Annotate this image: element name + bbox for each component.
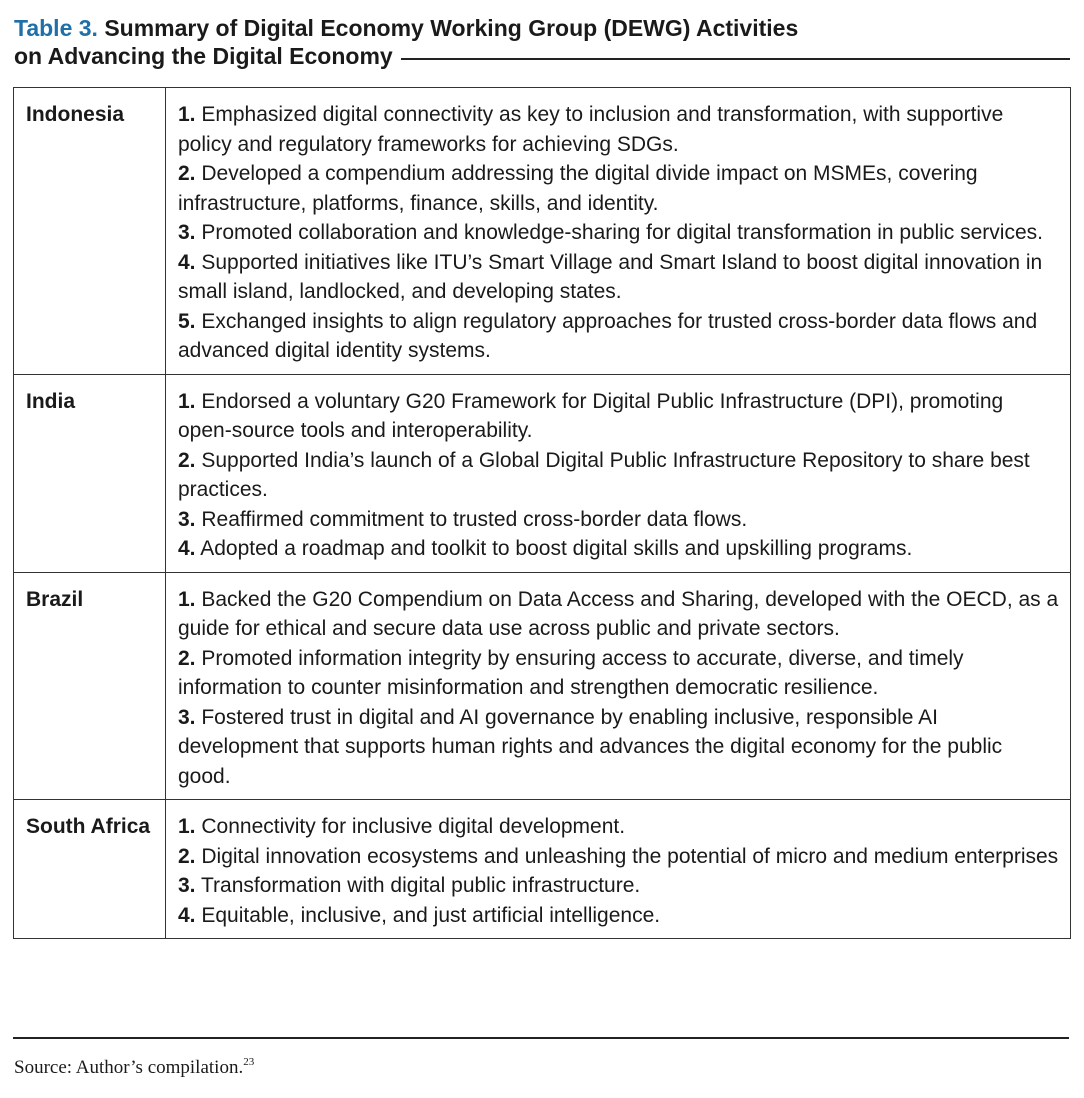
- activity-item: [178, 446, 1060, 505]
- activity-text: Promoted collaboration and knowledge-sharing for digital transformation in public services.: [201, 221, 1043, 244]
- activity-text: Supported India’s launch of a Global Digital Public Infrastructure Repository to share best practices.: [178, 448, 1030, 501]
- activity-text: Fostered trust in digital and AI governance by enabling inclusive, responsible AI development that supports human rights and advances the digital economy for the public good.: [178, 705, 1003, 788]
- title-text-line-1: Summary of Digital Economy Working Group (DEWG) Activities: [104, 15, 799, 41]
- activity-number: 3.: [178, 705, 196, 729]
- activity-text: Backed the G20 Compendium on Data Access and Sharing, developed with the OECD, as a guide for ethical and secure data use across public and private sectors.: [178, 587, 1059, 640]
- summary-table: [13, 87, 1071, 939]
- activity-number: 1.: [178, 815, 196, 838]
- table-number-label: Table 3.: [14, 15, 98, 41]
- activity-number: 3.: [178, 874, 196, 897]
- activities-cell: [166, 800, 1071, 939]
- title-rule: [401, 58, 1070, 60]
- title-line-2: [14, 42, 1070, 70]
- activity-text: Emphasized digital connectivity as key to inclusion and transformation, with supportive policy and regulatory frameworks for achieving SDGs.: [178, 103, 1004, 156]
- activity-item: [178, 585, 1060, 644]
- bottom-rule: [13, 1037, 1069, 1039]
- activity-number: 4.: [178, 250, 196, 274]
- activity-text: Connectivity for inclusive digital development.: [201, 815, 626, 838]
- activity-text: Exchanged insights to align regulatory approaches for trusted cross-border data flows and advanced digital identity systems.: [178, 309, 1038, 362]
- activity-text: Developed a compendium addressing the digital divide impact on MSMEs, covering infrastructure, platforms, finance, skills, and identity.: [178, 162, 978, 215]
- summary-table-body: [14, 88, 1071, 939]
- activity-text: Equitable, inclusive, and just artificial intelligence.: [201, 903, 661, 927]
- activity-text: Promoted information integrity by ensuring access to accurate, diverse, and timely information to counter misinformation and strengthen democratic resilience.: [178, 646, 964, 699]
- table-row: [14, 572, 1071, 800]
- activity-item: [178, 703, 1060, 792]
- activity-item: [178, 871, 1060, 901]
- activities-cell: [166, 572, 1071, 800]
- activity-text: Endorsed a voluntary G20 Framework for Digital Public Infrastructure (DPI), promoting open-source tools and interoperability.: [178, 389, 1004, 442]
- activity-text: Digital innovation ecosystems and unleashing the potential of micro and medium enterprises: [201, 844, 1059, 868]
- activity-item: [178, 644, 1060, 703]
- activity-item: [178, 505, 1060, 535]
- activity-item: [178, 387, 1060, 446]
- activity-text: Reaffirmed commitment to trusted cross-border data flows.: [201, 507, 748, 531]
- activities-cell: [166, 88, 1071, 375]
- activity-number: 2.: [178, 448, 196, 472]
- activity-item: [178, 901, 1060, 931]
- activity-item: [178, 812, 1060, 842]
- activity-text: Transformation with digital public infrastructure.: [200, 874, 641, 897]
- activity-number: 3.: [178, 221, 196, 244]
- country-cell: South Africa: [14, 800, 166, 939]
- activity-item: [178, 842, 1060, 872]
- source-note: [14, 1056, 254, 1079]
- activity-number: 3.: [178, 507, 196, 531]
- table-row: [14, 800, 1071, 939]
- activity-number: 2.: [178, 162, 196, 185]
- table-row: [14, 374, 1071, 572]
- activity-number: 2.: [178, 844, 196, 868]
- activity-number: 2.: [178, 646, 196, 670]
- activity-number: 5.: [178, 309, 196, 333]
- country-cell: Brazil: [14, 572, 166, 800]
- activity-item: [178, 248, 1060, 307]
- table-row: [14, 88, 1071, 375]
- activities-cell: [166, 374, 1071, 572]
- activity-item: [178, 307, 1060, 366]
- country-cell: Indonesia: [14, 88, 166, 375]
- table-title: [14, 14, 1070, 70]
- activity-number: 4.: [178, 537, 196, 560]
- activity-number: 1.: [178, 389, 196, 413]
- activity-number: 1.: [178, 103, 196, 126]
- title-line-1: [14, 14, 1070, 42]
- country-cell: India: [14, 374, 166, 572]
- activity-text: Supported initiatives like ITU’s Smart Village and Smart Island to boost digital innovation in small island, landlocked, and developing states.: [178, 250, 1043, 303]
- activity-item: [178, 159, 1060, 218]
- activity-item: [178, 534, 1060, 564]
- activity-item: [178, 100, 1060, 159]
- activity-number: 4.: [178, 903, 196, 927]
- source-text: Source: Author’s compilation.: [14, 1057, 244, 1078]
- title-text-line-2: on Advancing the Digital Economy: [14, 43, 393, 69]
- source-footnote: 23: [243, 1056, 255, 1068]
- activity-number: 1.: [178, 587, 196, 611]
- activity-text: Adopted a roadmap and toolkit to boost digital skills and upskilling programs.: [200, 537, 913, 560]
- activity-item: [178, 218, 1060, 248]
